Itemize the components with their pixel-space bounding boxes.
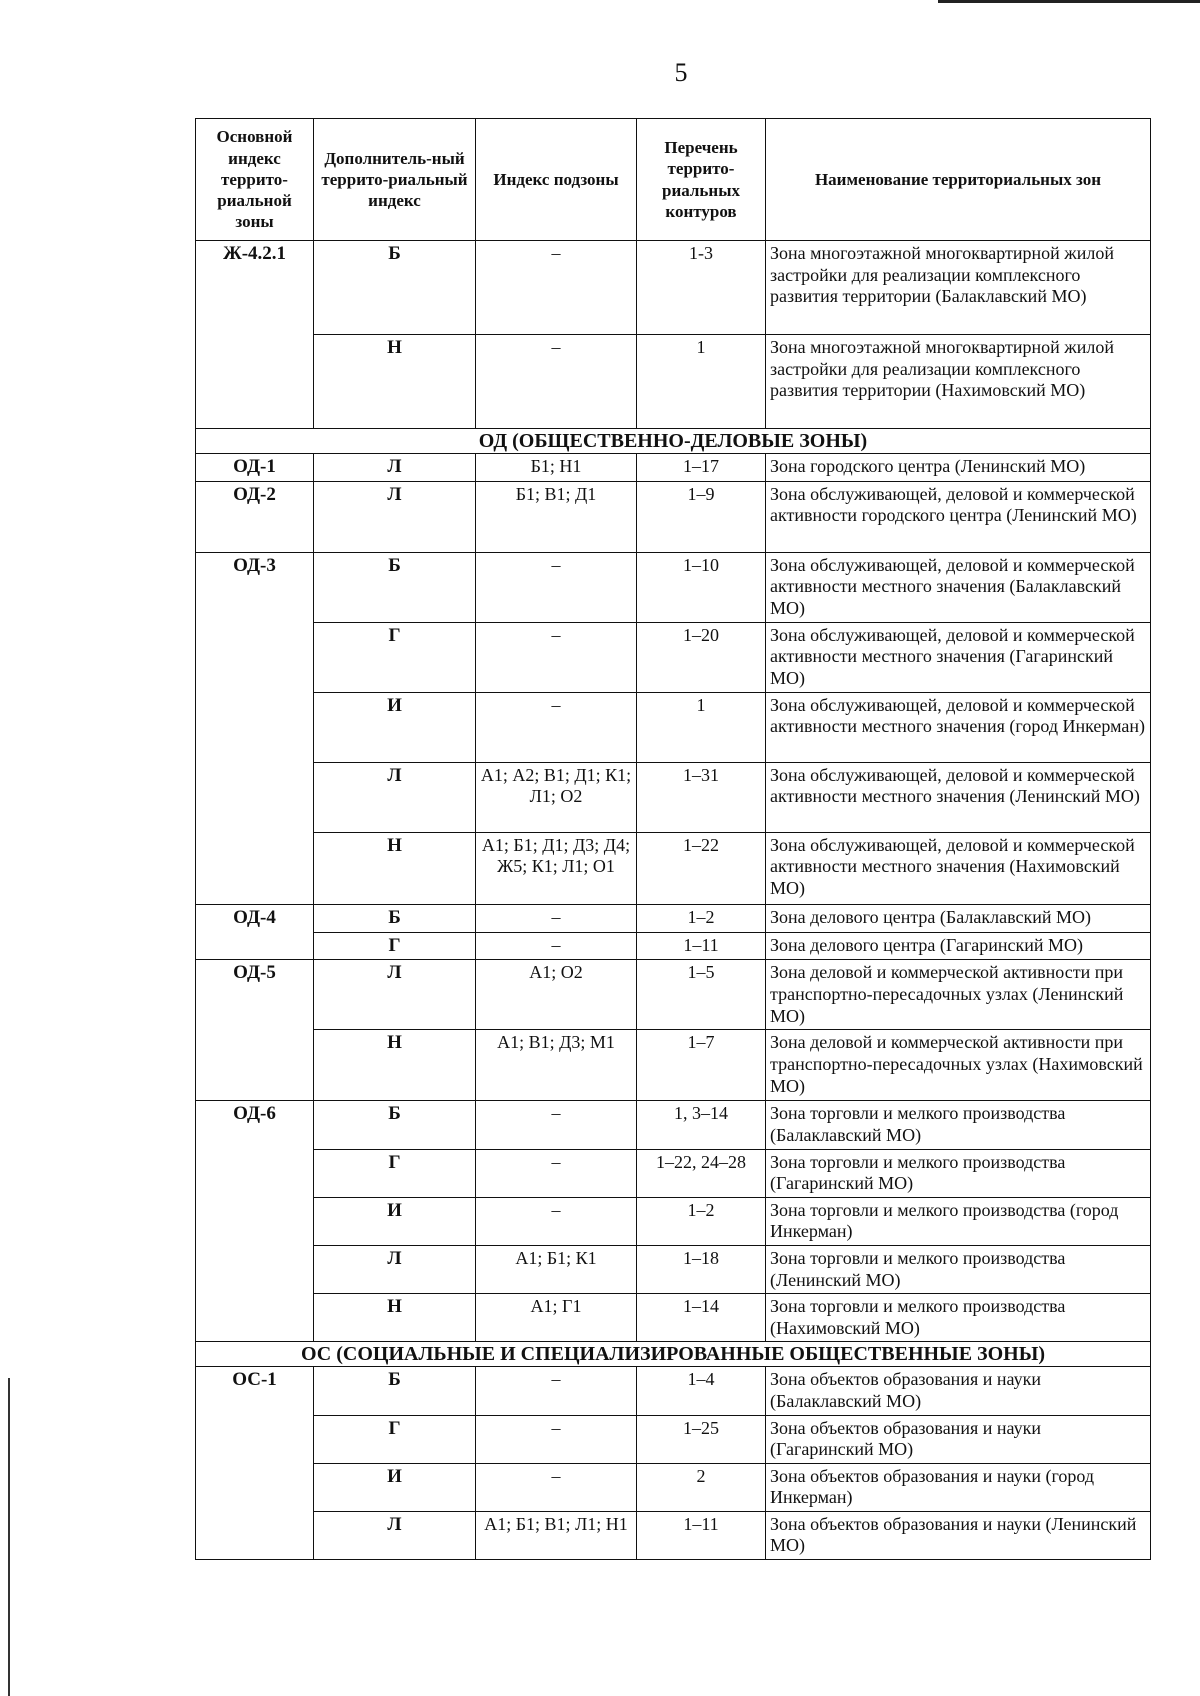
subzone-cell: – (476, 932, 637, 960)
subzone-cell: – (476, 692, 637, 762)
table-row (196, 335, 1151, 429)
page-number: 5 (674, 58, 688, 87)
main-index-cell: ОД-3 (196, 552, 314, 622)
table-row (196, 692, 1151, 762)
subzone-cell: – (476, 1149, 637, 1197)
table-row (196, 762, 1151, 832)
main-index-cell: ОД-5 (196, 960, 314, 1030)
section-title: ОС (СОЦИАЛЬНЫЕ И СПЕЦИАЛИЗИРОВАННЫЕ ОБЩЕСТВЕННЫЕ ЗОНЫ) (196, 1342, 1151, 1367)
table-row (196, 241, 1151, 335)
zone-name-cell: Зона обслуживающей, деловой и коммерческой активности местного значения (Ленинский МО) (766, 762, 1151, 832)
contours-cell: 1–31 (637, 762, 766, 832)
contours-cell: 1–7 (637, 1030, 766, 1101)
main-index-cell: ОД-6 (196, 1101, 314, 1149)
additional-index-cell: И (314, 692, 476, 762)
main-index-cell: ОС-1 (196, 1367, 314, 1415)
table-row (196, 552, 1151, 622)
main-index-cell (196, 1197, 314, 1245)
contours-cell: 1–20 (637, 622, 766, 692)
section-title: ОД (ОБЩЕСТВЕННО-ДЕЛОВЫЕ ЗОНЫ) (196, 429, 1151, 454)
additional-index-cell: И (314, 1197, 476, 1245)
main-index-cell (196, 622, 314, 692)
additional-index-cell: Л (314, 762, 476, 832)
contours-cell: 1–25 (637, 1415, 766, 1463)
zone-name-cell: Зона делового центра (Гагаринский МО) (766, 932, 1151, 960)
table-row (196, 1511, 1151, 1559)
zone-name-cell: Зона торговли и мелкого производства (Нахимовский МО) (766, 1294, 1151, 1342)
table-row (196, 1415, 1151, 1463)
main-index-cell (196, 832, 314, 904)
contours-cell: 1–9 (637, 481, 766, 552)
subzone-cell: – (476, 241, 637, 335)
additional-index-cell: Г (314, 1415, 476, 1463)
table-row (196, 960, 1151, 1030)
subzone-cell: – (476, 1415, 637, 1463)
table-row (196, 1367, 1151, 1415)
table-row (196, 932, 1151, 960)
subzone-cell: А1; О2 (476, 960, 637, 1030)
additional-index-cell: Н (314, 1030, 476, 1101)
additional-index-cell: Б (314, 241, 476, 335)
additional-index-cell: Л (314, 454, 476, 482)
table-row (196, 1463, 1151, 1511)
section-row (196, 429, 1151, 454)
subzone-cell: А1; Б1; К1 (476, 1245, 637, 1293)
additional-index-cell: Л (314, 1245, 476, 1293)
table-row (196, 1030, 1151, 1101)
contours-cell: 1–11 (637, 1511, 766, 1559)
main-index-cell: ОД-4 (196, 904, 314, 932)
zone-name-cell: Зона обслуживающей, деловой и коммерческой активности местного значения (Гагаринский МО) (766, 622, 1151, 692)
section-row (196, 1342, 1151, 1367)
table-row (196, 622, 1151, 692)
table-row (196, 1197, 1151, 1245)
contours-cell: 1–18 (637, 1245, 766, 1293)
zone-name-cell: Зона торговли и мелкого производства (Ленинский МО) (766, 1245, 1151, 1293)
header-contours-list: Перечень террито-риальных контуров (637, 119, 766, 241)
additional-index-cell: Н (314, 1294, 476, 1342)
zone-name-cell: Зона объектов образования и науки (Балаклавский МО) (766, 1367, 1151, 1415)
top-edge-rule (938, 0, 1200, 3)
main-index-cell (196, 692, 314, 762)
contours-cell: 1 (637, 335, 766, 429)
contours-cell: 1–4 (637, 1367, 766, 1415)
contours-cell: 2 (637, 1463, 766, 1511)
additional-index-cell: Н (314, 832, 476, 904)
zone-name-cell: Зона объектов образования и науки (Ленинский МО) (766, 1511, 1151, 1559)
table-row (196, 1245, 1151, 1293)
additional-index-cell: И (314, 1463, 476, 1511)
subzone-cell: Б1; Н1 (476, 454, 637, 482)
main-index-cell (196, 1245, 314, 1293)
header-subzone-index: Индекс подзоны (476, 119, 637, 241)
main-index-cell (196, 1511, 314, 1559)
additional-index-cell: Л (314, 1511, 476, 1559)
contours-cell: 1–5 (637, 960, 766, 1030)
subzone-cell: – (476, 1367, 637, 1415)
table-row (196, 481, 1151, 552)
subzone-cell: – (476, 622, 637, 692)
contours-cell: 1, 3–14 (637, 1101, 766, 1149)
subzone-cell: – (476, 1197, 637, 1245)
zones-table (195, 118, 1151, 1560)
contours-cell: 1–2 (637, 1197, 766, 1245)
contours-cell: 1–10 (637, 552, 766, 622)
additional-index-cell: Л (314, 481, 476, 552)
table-row (196, 832, 1151, 904)
subzone-cell: А1; А2; В1; Д1; К1; Л1; О2 (476, 762, 637, 832)
contours-cell: 1–17 (637, 454, 766, 482)
subzone-cell: – (476, 1463, 637, 1511)
zone-name-cell: Зона многоэтажной многоквартирной жилой застройки для реализации комплексного развития территории (Нахимовский МО) (766, 335, 1151, 429)
table-row (196, 1149, 1151, 1197)
table-header-row (196, 119, 1151, 241)
main-index-cell: ОД-1 (196, 454, 314, 482)
main-index-cell (196, 932, 314, 960)
zone-name-cell: Зона торговли и мелкого производства (Балаклавский МО) (766, 1101, 1151, 1149)
subzone-cell: А1; Б1; В1; Л1; Н1 (476, 1511, 637, 1559)
contours-cell: 1 (637, 692, 766, 762)
additional-index-cell: Б (314, 1101, 476, 1149)
zone-name-cell: Зона городского центра (Ленинский МО) (766, 454, 1151, 482)
subzone-cell: А1; Б1; Д1; Д3; Д4; Ж5; К1; Л1; О1 (476, 832, 637, 904)
subzone-cell: – (476, 904, 637, 932)
contours-cell: 1-3 (637, 241, 766, 335)
table-row (196, 904, 1151, 932)
zone-name-cell: Зона торговли и мелкого производства (город Инкерман) (766, 1197, 1151, 1245)
main-index-cell (196, 1415, 314, 1463)
zone-name-cell: Зона обслуживающей, деловой и коммерческой активности местного значения (Нахимовский МО) (766, 832, 1151, 904)
zone-name-cell: Зона многоэтажной многоквартирной жилой застройки для реализации комплексного развития территории (Балаклавский МО) (766, 241, 1151, 335)
additional-index-cell: Г (314, 622, 476, 692)
subzone-cell: А1; Г1 (476, 1294, 637, 1342)
header-additional-index: Дополнитель-ный террито-риальный индекс (314, 119, 476, 241)
header-zone-name: Наименование территориальных зон (766, 119, 1151, 241)
main-index-cell (196, 335, 314, 429)
main-index-cell (196, 1149, 314, 1197)
subzone-cell: – (476, 1101, 637, 1149)
zone-name-cell: Зона обслуживающей, деловой и коммерческой активности местного значения (город Инкерман) (766, 692, 1151, 762)
subzone-cell: – (476, 335, 637, 429)
main-index-cell (196, 1463, 314, 1511)
zone-name-cell: Зона делового центра (Балаклавский МО) (766, 904, 1151, 932)
additional-index-cell: Н (314, 335, 476, 429)
table-row (196, 1294, 1151, 1342)
main-index-cell: ОД-2 (196, 481, 314, 552)
zone-name-cell: Зона объектов образования и науки (Гагаринский МО) (766, 1415, 1151, 1463)
main-index-cell: Ж-4.2.1 (196, 241, 314, 335)
contours-cell: 1–22 (637, 832, 766, 904)
additional-index-cell: Г (314, 1149, 476, 1197)
zone-name-cell: Зона деловой и коммерческой активности при транспортно-пересадочных узлах (Ленинский МО) (766, 960, 1151, 1030)
header-main-index: Основной индекс террито-риальной зоны (196, 119, 314, 241)
additional-index-cell: Б (314, 1367, 476, 1415)
subzone-cell: Б1; В1; Д1 (476, 481, 637, 552)
contours-cell: 1–2 (637, 904, 766, 932)
zone-name-cell: Зона обслуживающей, деловой и коммерческой активности местного значения (Балаклавский МО) (766, 552, 1151, 622)
table-row (196, 1101, 1151, 1149)
zone-name-cell: Зона деловой и коммерческой активности при транспортно-пересадочных узлах (Нахимовский МО) (766, 1030, 1151, 1101)
left-edge-mark (8, 1378, 10, 1696)
contours-cell: 1–22, 24–28 (637, 1149, 766, 1197)
main-index-cell (196, 762, 314, 832)
zone-name-cell: Зона объектов образования и науки (город Инкерман) (766, 1463, 1151, 1511)
zone-name-cell: Зона обслуживающей, деловой и коммерческой активности городского центра (Ленинский МО) (766, 481, 1151, 552)
additional-index-cell: Б (314, 904, 476, 932)
contours-cell: 1–14 (637, 1294, 766, 1342)
additional-index-cell: Л (314, 960, 476, 1030)
table-row (196, 454, 1151, 482)
additional-index-cell: Б (314, 552, 476, 622)
main-index-cell (196, 1030, 314, 1101)
zone-name-cell: Зона торговли и мелкого производства (Гагаринский МО) (766, 1149, 1151, 1197)
contours-cell: 1–11 (637, 932, 766, 960)
additional-index-cell: Г (314, 932, 476, 960)
main-index-cell (196, 1294, 314, 1342)
subzone-cell: – (476, 552, 637, 622)
subzone-cell: А1; В1; Д3; М1 (476, 1030, 637, 1101)
